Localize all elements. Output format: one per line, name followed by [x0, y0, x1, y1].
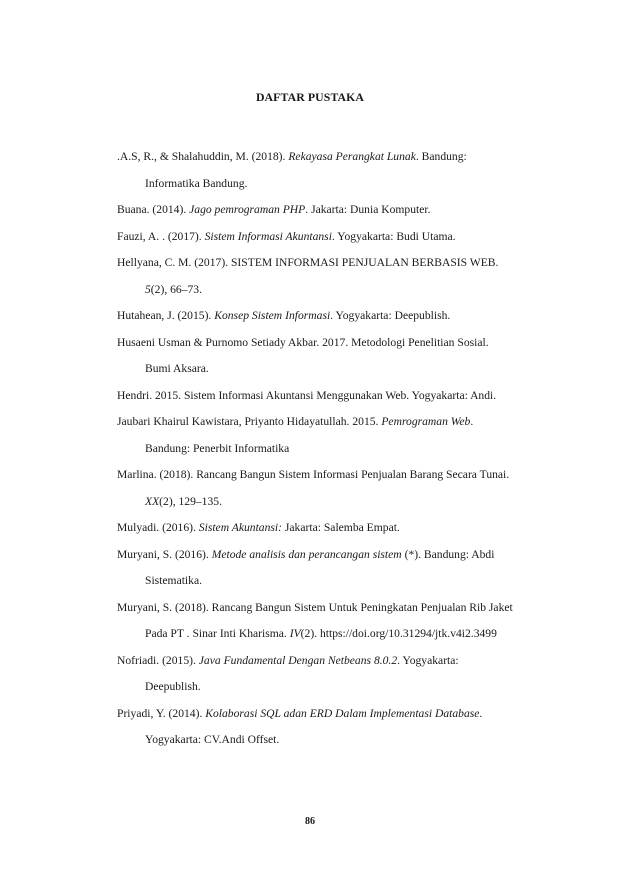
reference-text: Pada PT . Sinar Inti Kharisma.: [145, 627, 290, 640]
reference-line: [117, 389, 496, 402]
reference-line-continued: [145, 680, 201, 693]
reference-text: Deepublish.: [145, 680, 201, 693]
reference-text: Muryani, S. (2016).: [117, 547, 212, 561]
reference-text: Bandung: Penerbit Informatika: [145, 441, 290, 455]
reference-text: (*). Bandung: Abdi: [401, 547, 495, 561]
reference-line-continued: [145, 177, 247, 190]
reference-text: (2), 129–135.: [159, 494, 222, 508]
reference-line: [117, 707, 482, 720]
reference-line-continued: [145, 733, 279, 746]
reference-text: (2), 66–73.: [150, 282, 202, 296]
reference-text: Jakarta: Salemba Empat.: [282, 521, 400, 534]
reference-line: [117, 601, 513, 614]
reference-line-continued: [145, 362, 209, 375]
reference-line: [117, 521, 400, 534]
reference-text: Priyadi, Y. (2014).: [117, 706, 206, 720]
reference-text: .A.S, R., & Shalahuddin, M. (2018).: [117, 150, 289, 163]
reference-line: [117, 150, 467, 163]
reference-line: [117, 203, 431, 216]
reference-text: Bumi Aksara.: [145, 362, 209, 375]
reference-text: .: [479, 706, 483, 720]
reference-line: [117, 654, 459, 667]
reference-text: .: [470, 415, 474, 428]
reference-title-italic: Sistem Akuntansi:: [198, 521, 282, 534]
reference-text: . Jakarta: Dunia Komputer.: [305, 203, 431, 216]
reference-text: . Bandung:: [415, 150, 467, 163]
reference-text: Nofriadi. (2015).: [117, 653, 199, 667]
reference-text: Hellyana, C. M. (2017). SISTEM INFORMASI PENJUALAN BERBASIS WEB.: [117, 256, 499, 269]
reference-title-italic: Jago pemrograman PHP: [189, 203, 306, 216]
reference-line-continued: [145, 627, 497, 640]
reference-line: [117, 230, 456, 243]
reference-text: Buana. (2014).: [117, 203, 190, 216]
reference-line: [117, 309, 450, 322]
reference-title-italic: Sistem Informasi Akuntansi: [204, 229, 332, 243]
reference-title-italic: Konsep Sistem Informasi: [214, 309, 331, 322]
reference-text: Marlina. (2018). Rancang Bangun Sistem Informasi Penjualan Barang Secara Tunai.: [117, 468, 510, 481]
reference-title-italic: Rekayasa Perangkat Lunak: [288, 150, 416, 163]
reference-title-italic: XX: [145, 494, 160, 508]
reference-text: Husaeni Usman & Purnomo Setiady Akbar. 2017. Metodologi Penelitian Sosial.: [117, 335, 489, 349]
reference-text: Jaubari Khairul Kawistara, Priyanto Hidayatullah. 2015.: [117, 415, 382, 428]
reference-text: Hendri. 2015. Sistem Informasi Akuntansi Menggunakan Web. Yogyakarta: Andi.: [117, 388, 497, 402]
reference-line: [117, 256, 498, 269]
reference-text: . Yogyakarta: Budi Utama.: [331, 229, 456, 243]
reference-title-italic: Java Fundamental Dengan Netbeans 8.0.2: [198, 653, 398, 667]
reference-text: (2). https://doi.org/10.31294/jtk.v4i2.3499: [300, 627, 497, 640]
reference-line: [117, 336, 489, 349]
reference-text: Muryani, S. (2018). Rancang Bangun Sistem Untuk Peningkatan Penjualan Rib Jaket: [117, 600, 513, 614]
reference-text: Yogyakarta: CV.Andi Offset.: [145, 733, 280, 746]
reference-title-italic: Metode analisis dan perancangan sistem: [211, 547, 402, 561]
reference-title-italic: 5: [145, 282, 151, 296]
reference-text: Sistematika.: [145, 574, 202, 587]
reference-line-continued: [145, 574, 202, 587]
reference-text: Informatika Bandung.: [145, 176, 248, 190]
reference-line-continued: [145, 283, 202, 296]
page-number: 86: [305, 816, 315, 827]
reference-line-continued: [145, 495, 222, 508]
reference-text: . Yogyakarta: Deepublish.: [330, 309, 451, 322]
reference-text: Hutahean, J. (2015).: [117, 309, 215, 322]
reference-line: [117, 415, 473, 428]
reference-line: [117, 548, 494, 561]
reference-text: Fauzi, A. . (2017).: [117, 229, 205, 243]
reference-text: Mulyadi. (2016).: [117, 521, 199, 534]
reference-line: [117, 468, 509, 481]
page-title: DAFTAR PUSTAKA: [255, 90, 365, 104]
reference-title-italic: IV: [289, 627, 301, 640]
reference-text: . Yogyakarta:: [397, 653, 459, 667]
reference-title-italic: Kolaborasi SQL adan ERD Dalam Implementasi Database: [205, 706, 480, 720]
reference-title-italic: Pemrograman Web: [381, 415, 471, 428]
reference-line-continued: [145, 442, 289, 455]
